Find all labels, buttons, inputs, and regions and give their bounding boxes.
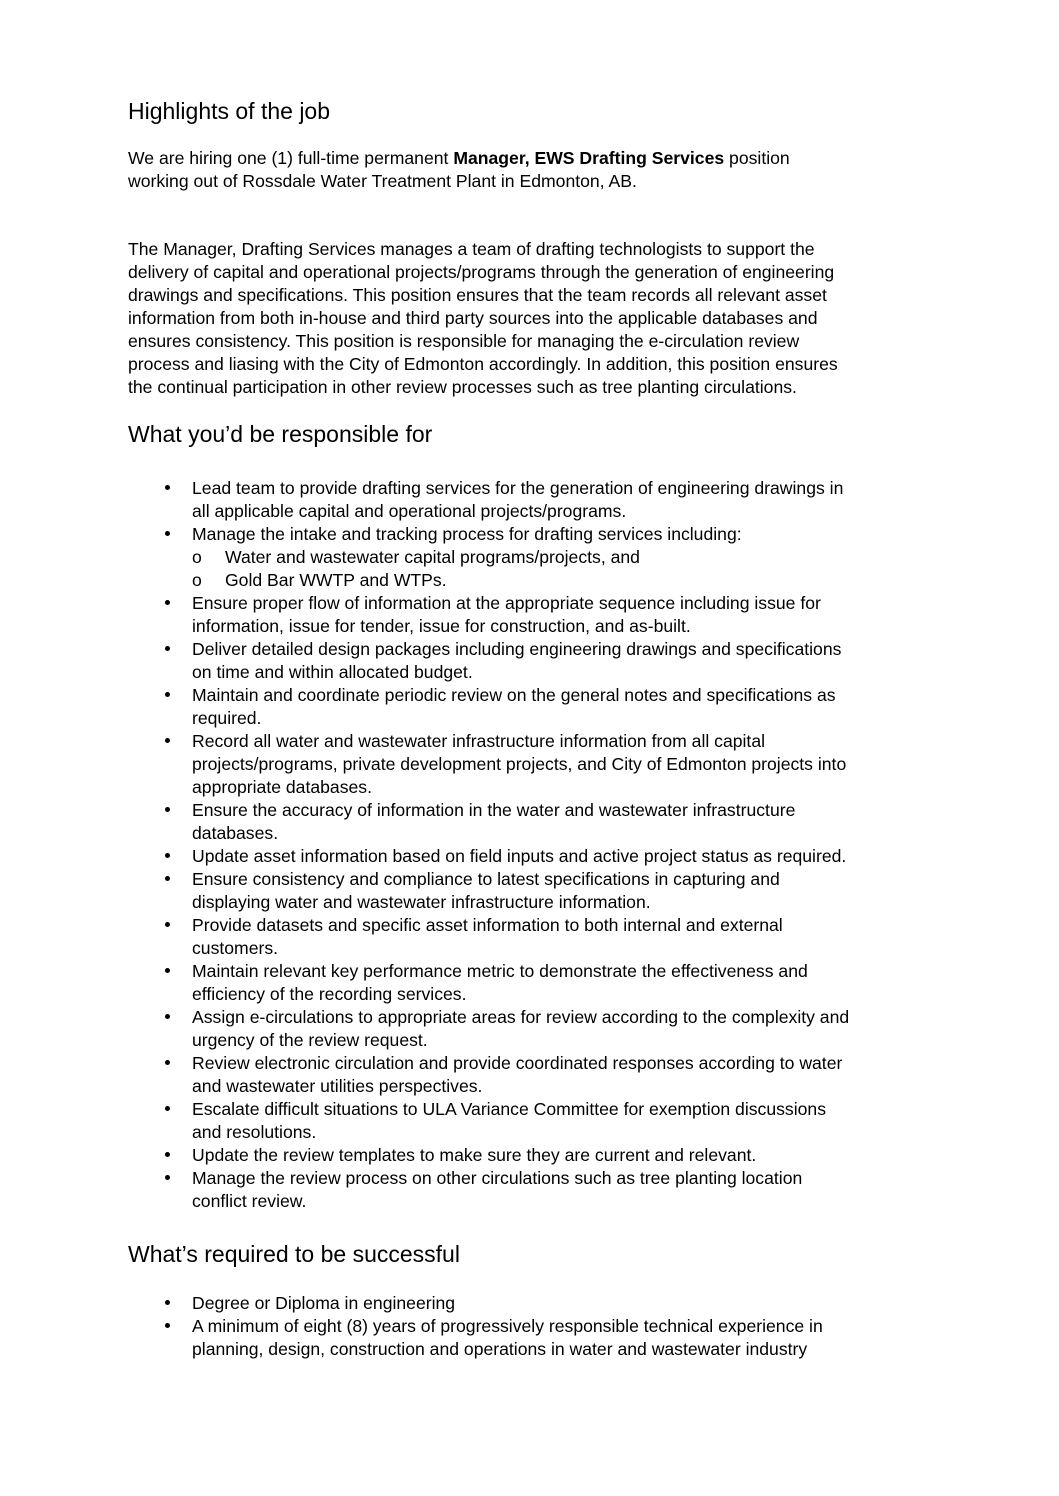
list-item-line: appropriate databases. [192, 777, 372, 797]
list-item-text [192, 1006, 849, 1052]
list-item-line: Maintain relevant key performance metric to demonstrate the effectiveness and [192, 961, 808, 981]
list-item-line: Manage the review process on other circulations such as tree planting location [192, 1168, 803, 1188]
intro-text-after: position [724, 148, 790, 168]
description-line: drawings and specifications. This position ensures that the team records all relevant asset [128, 285, 827, 305]
responsibility-item [0, 1098, 849, 1144]
sub-bullet-marker: o [192, 547, 202, 567]
heading-highlights: Highlights of the job [128, 98, 331, 124]
list-item-line: information, issue for tender, issue for construction, and as-built. [192, 616, 691, 636]
list-item-text [192, 1292, 823, 1315]
list-item-text [192, 730, 849, 799]
list-item-line: all applicable capital and operational projects/programs. [192, 501, 627, 521]
responsibility-item [0, 592, 849, 638]
list-item-text [192, 1167, 849, 1213]
list-item-line: projects/programs, private development projects, and City of Edmonton projects into [192, 754, 847, 774]
description-line: process and liasing with the City of Edmonton accordingly. In addition, this position ensures [128, 354, 838, 374]
list-item-line: required. [192, 708, 262, 728]
bullet-icon [157, 868, 177, 891]
list-item-line: Degree or Diploma in engineering [192, 1293, 456, 1313]
bullet-icon [157, 684, 177, 707]
list-item-line: Update asset information based on field inputs and active project status as required. [192, 846, 847, 866]
list-item-line: Escalate difficult situations to ULA Variance Committee for exemption discussions [192, 1099, 827, 1119]
heading-responsibilities: What you’d be responsible for [128, 421, 433, 447]
sub-bullet-marker: o [192, 570, 202, 590]
list-item-line: conflict review. [192, 1191, 307, 1211]
intro-paragraph [128, 147, 928, 193]
description-line: the continual participation in other review processes such as tree planting circulations. [128, 377, 797, 397]
list-item-line: planning, design, construction and operations in water and wastewater industry [192, 1339, 808, 1359]
responsibilities-list [0, 477, 849, 1213]
description-line: delivery of capital and operational projects/programs through the generation of engineering [128, 262, 835, 282]
list-item-text [192, 1052, 849, 1098]
list-item-line: Lead team to provide drafting services for the generation of engineering drawings in [192, 478, 844, 498]
responsibility-item [0, 845, 849, 868]
list-item-line: Record all water and wastewater infrastructure information from all capital [192, 731, 766, 751]
intro-position-title: Manager, EWS Drafting Services [453, 148, 725, 168]
responsibility-item [0, 638, 849, 684]
responsibility-item [0, 1167, 849, 1213]
bullet-icon [157, 799, 177, 822]
list-item-text [192, 592, 849, 638]
bullet-icon [157, 960, 177, 983]
sub-list-item [0, 546, 849, 569]
sub-list-item-text: Gold Bar WWTP and WTPs. [225, 570, 447, 590]
heading-requirements: What’s required to be successful [128, 1241, 460, 1267]
list-item-text [192, 1315, 823, 1361]
list-item-line: and wastewater utilities perspectives. [192, 1076, 483, 1096]
responsibility-item [0, 730, 849, 799]
list-item-line: and resolutions. [192, 1122, 317, 1142]
list-item-text [192, 684, 849, 730]
list-item-line: Maintain and coordinate periodic review on the general notes and specifications as [192, 685, 836, 705]
bullet-icon [157, 845, 177, 868]
list-item-line: Ensure proper flow of information at the appropriate sequence including issue for [192, 593, 821, 613]
list-item-line: databases. [192, 823, 279, 843]
responsibility-item [0, 684, 849, 730]
intro-text-before: We are hiring one (1) full-time permanent [128, 148, 454, 168]
list-item-line: customers. [192, 938, 279, 958]
bullet-icon [157, 638, 177, 661]
list-item-text [192, 523, 849, 546]
responsibility-item [0, 1144, 849, 1167]
bullet-icon [157, 1052, 177, 1075]
list-item-text [192, 914, 849, 960]
list-item-text [192, 799, 849, 845]
description-line: information from both in-house and third party sources into the applicable databases and [128, 308, 818, 328]
description-line: The Manager, Drafting Services manages a team of drafting technologists to support the [128, 239, 815, 259]
list-item-line: Review electronic circulation and provide coordinated responses according to water [192, 1053, 843, 1073]
list-item-text [192, 638, 849, 684]
intro-line-2: working out of Rossdale Water Treatment Plant in Edmonton, AB. [128, 171, 637, 191]
list-item-line: urgency of the review request. [192, 1030, 428, 1050]
description-line: ensures consistency. This position is responsible for managing the e-circulation review [128, 331, 800, 351]
bullet-icon [157, 914, 177, 937]
bullet-icon [157, 730, 177, 753]
list-item-line: displaying water and wastewater infrastructure information. [192, 892, 651, 912]
responsibility-item [0, 477, 849, 523]
requirement-item [0, 1315, 823, 1361]
intro-line-1 [128, 147, 928, 170]
list-item-text [192, 1144, 849, 1167]
bullet-icon [157, 477, 177, 500]
responsibility-item [0, 1052, 849, 1098]
responsibility-item [0, 914, 849, 960]
list-item-text [192, 477, 849, 523]
list-item-line: A minimum of eight (8) years of progressively responsible technical experience in [192, 1316, 823, 1336]
bullet-icon [157, 1006, 177, 1029]
list-item-line: efficiency of the recording services. [192, 984, 467, 1004]
list-item-line: Manage the intake and tracking process for drafting services including: [192, 524, 742, 544]
responsibility-item [0, 1006, 849, 1052]
requirement-item [0, 1292, 823, 1315]
responsibility-item [0, 523, 849, 546]
responsibility-item [0, 868, 849, 914]
bullet-icon [157, 1144, 177, 1167]
list-item-line: Deliver detailed design packages including engineering drawings and specifications [192, 639, 842, 659]
list-item-text [192, 1098, 849, 1144]
bullet-icon [157, 1167, 177, 1190]
responsibility-item [0, 960, 849, 1006]
list-item-line: Ensure the accuracy of information in the water and wastewater infrastructure [192, 800, 796, 820]
list-item-text [192, 868, 849, 914]
responsibility-item [0, 799, 849, 845]
bullet-icon [157, 523, 177, 546]
requirements-list [0, 1292, 823, 1361]
sub-list-item-text: Water and wastewater capital programs/projects, and [225, 547, 640, 567]
list-item-text [192, 960, 849, 1006]
sub-list-item [0, 569, 849, 592]
list-item-line: Update the review templates to make sure they are current and relevant. [192, 1145, 757, 1165]
bullet-icon [157, 1098, 177, 1121]
bullet-icon [157, 592, 177, 615]
bullet-icon [157, 1292, 177, 1315]
list-item-text [192, 845, 849, 868]
bullet-icon [157, 1315, 177, 1338]
list-item-line: Ensure consistency and compliance to latest specifications in capturing and [192, 869, 780, 889]
description-paragraph [128, 238, 928, 399]
list-item-line: Assign e-circulations to appropriate areas for review according to the complexity and [192, 1007, 850, 1027]
list-item-line: Provide datasets and specific asset information to both internal and external [192, 915, 783, 935]
list-item-line: on time and within allocated budget. [192, 662, 473, 682]
